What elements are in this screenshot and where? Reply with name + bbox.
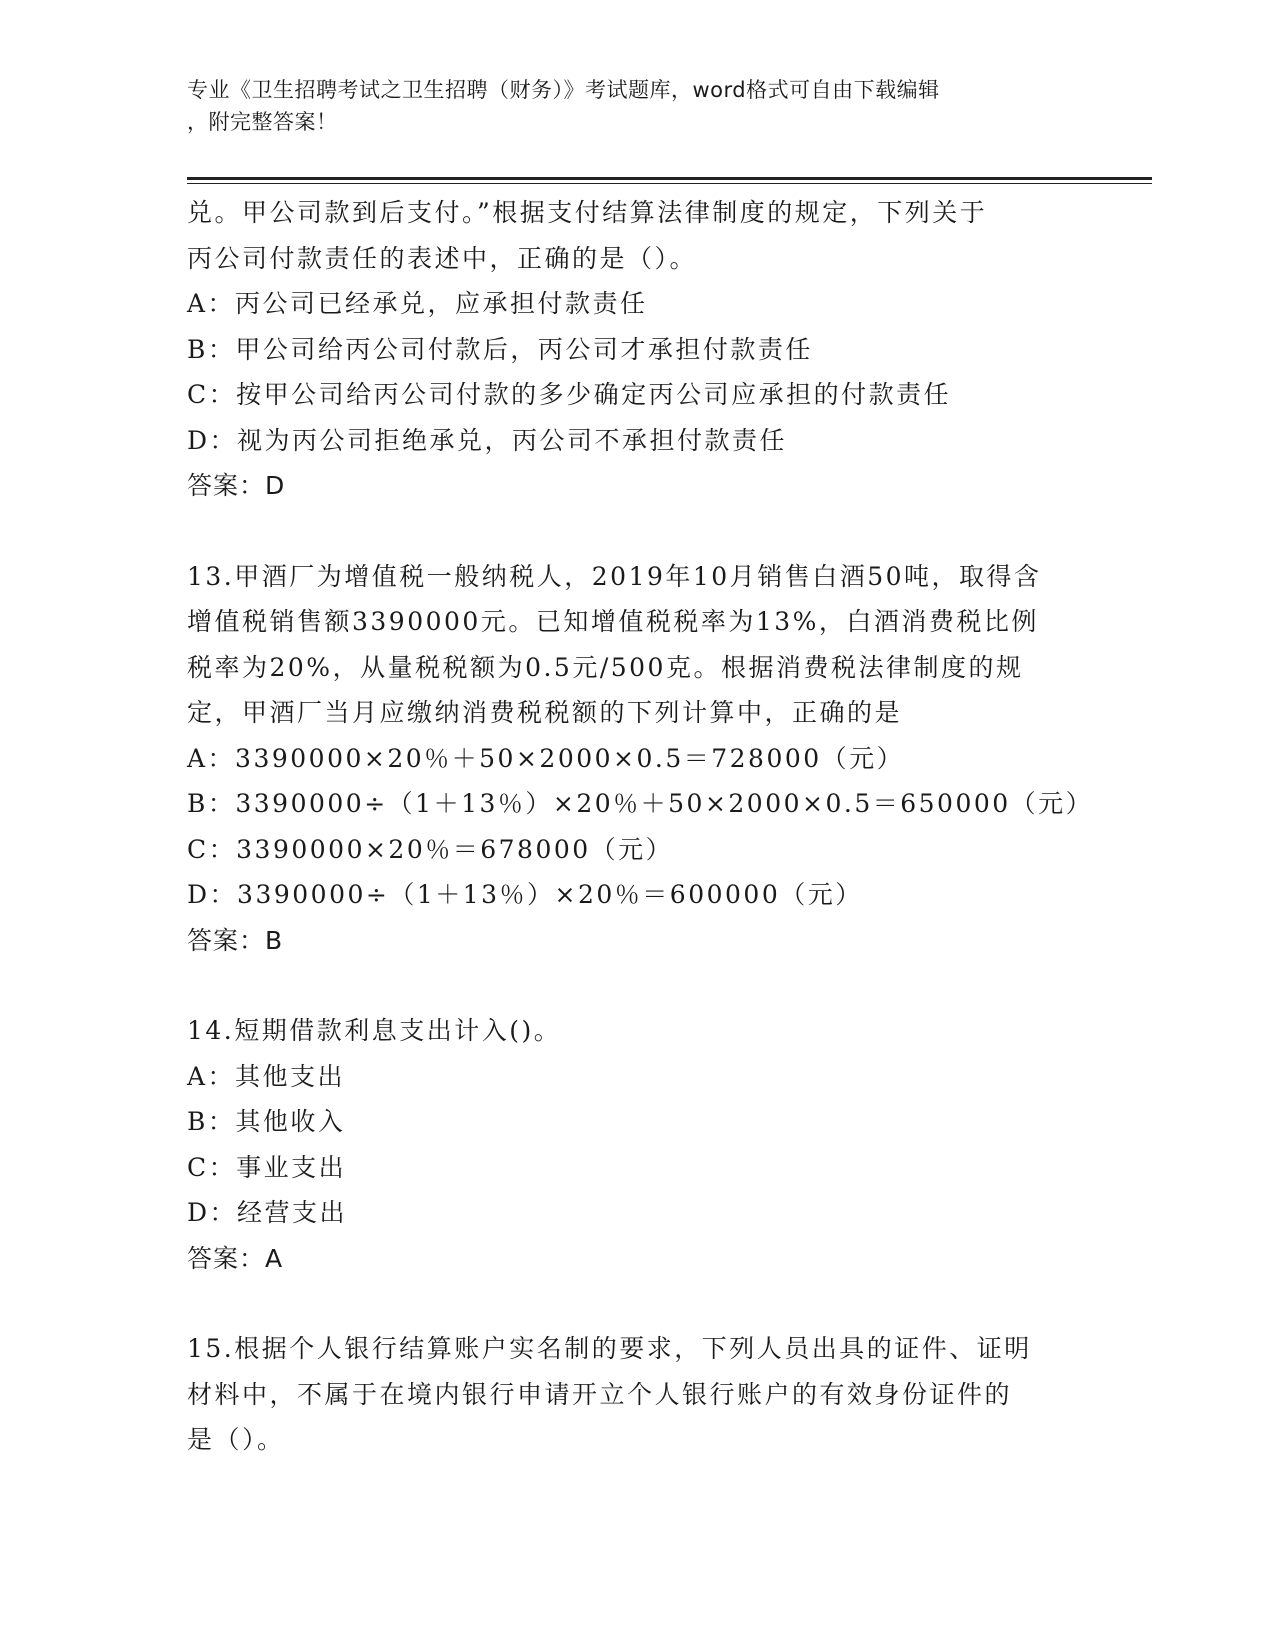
option-d: D：经营支出 [187, 1198, 348, 1227]
option-a: A：其他支出 [187, 1061, 346, 1091]
question-14 [187, 1008, 1087, 1281]
question-text-line: 13.甲酒厂为增值税一般纳税人，2019年10月销售白酒50吨，取得含 [187, 561, 1042, 591]
document-body [187, 190, 1094, 1463]
question-text-line: 丙公司付款责任的表述中，正确的是（）。 [187, 243, 698, 273]
header-rule-thick [187, 177, 1152, 180]
question-text-line: 材料中，不属于在境内银行申请开立个人银行账户的有效身份证件的 [187, 1379, 1013, 1409]
header-line-2: ，附完整答案！ [187, 110, 338, 134]
option-b: B：其他收入 [187, 1107, 346, 1136]
option-a: A：丙公司已经承兑，应承担付款责任 [187, 289, 648, 318]
question-text-line: 是（）。 [187, 1425, 285, 1454]
answer-label: 答案：D [187, 471, 286, 500]
option-b: B：甲公司给丙公司付款后，丙公司才承担付款责任 [187, 334, 813, 364]
answer-label: 答案：B [187, 925, 284, 955]
question-text-line: 兑。甲公司款到后支付。”根据支付结算法律制度的规定，下列关于 [187, 198, 988, 227]
question-15 [187, 1326, 1087, 1463]
option-c: C：3390000×20％＝678000（元） [187, 834, 674, 864]
header-line-1: 专业《卫生招聘考试之卫生招聘（财务）》考试题库，word格式可自由下载编辑 [187, 78, 940, 102]
header-rule-thin [187, 183, 1152, 184]
question-text-line: 税率为20%，从量税税额为0.5元/500克。根据消费税法律制度的规 [187, 652, 1024, 682]
question-text-line: 定，甲酒厂当月应缴纳消费税税额的下列计算中，正确的是 [187, 698, 903, 727]
question-text-line: 14.短期借款利息支出计入()。 [187, 1016, 562, 1045]
option-d: D：视为丙公司拒绝承兑，丙公司不承担付款责任 [187, 425, 788, 455]
option-b: B：3390000÷（1＋13％）×20％＋50×2000×0.5＝650000（元） [187, 789, 1094, 818]
document-header [187, 74, 1087, 138]
question-13 [187, 554, 1094, 964]
option-c: C：事业支出 [187, 1152, 347, 1182]
answer-label: 答案：A [187, 1243, 284, 1273]
option-a: A：3390000×20％＋50×2000×0.5＝728000（元） [187, 743, 905, 773]
option-d: D：3390000÷（1＋13％）×20％＝600000（元） [187, 880, 863, 909]
question-12 [187, 190, 1087, 509]
question-text-line: 增值税销售额3390000元。已知增值税税率为13%，白酒消费税比例 [187, 607, 1039, 636]
question-text-line: 15.根据个人银行结算账户实名制的要求，下列人员出具的证件、证明 [187, 1334, 1032, 1363]
option-c: C：按甲公司给丙公司付款的多少确定丙公司应承担的付款责任 [187, 380, 952, 409]
